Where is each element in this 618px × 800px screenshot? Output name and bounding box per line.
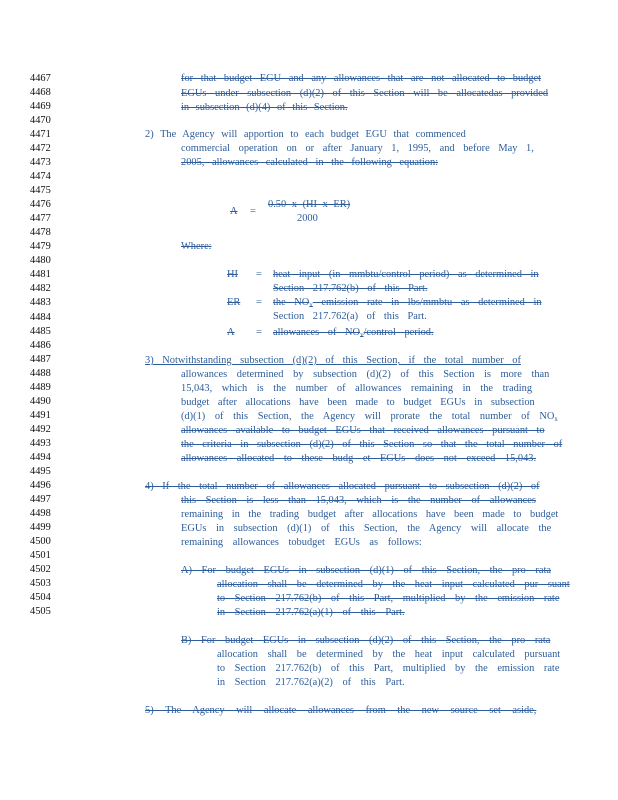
definition-er-text-2: Section 217.762(a) of this Part. [273,311,427,322]
text-line-4471: 2) The Agency will apportion to each budget EGU that commenced [145,129,466,140]
definition-er-equals: = [256,297,262,308]
definition-er-text-1a: the NO [273,297,310,308]
line-number: 4476 [30,199,51,211]
text-line-4493: remaining allowances tobudget EGUs as follows: [181,537,422,548]
definition-a-text-b: /control period. [363,327,434,338]
text-line-4495: A) For budget EGUs in subsection (d)(1) of this Section, the pro rata [181,565,551,576]
nox-subscript: x [554,415,558,423]
definition-hi-symbol: HI [227,269,238,280]
line-number: 4482 [30,283,51,295]
line-number: 4471 [30,129,51,141]
line-number: 4485 [30,325,51,337]
line-number: 4479 [30,241,51,253]
text-line-4502: to Section 217.762(b) of this Part, multiplied by the emission rate [217,663,560,674]
definition-er-text-1b: emission rate in lbs/mmbtu as determined in [312,297,542,308]
line-number: 4504 [30,592,51,604]
text-line-4484 [181,411,558,425]
line-number: 4474 [30,171,51,183]
text-line-4500: B) For budget EGUs in subsection (d)(2) of this Section, the pro rata [181,635,551,646]
line-number: 4502 [30,564,51,576]
definition-hi-text-1: heat input (in mmbtu/control period) as determined in [273,269,539,280]
line-number: 4488 [30,367,51,379]
text-line-4468: EGUs under subsection (d)(2) of this Section will be allocatedas provided [181,88,549,99]
definition-er-text-1 [273,297,542,311]
text-line-4489: 4) If the total number of allowances allocated pursuant to subsection (d)(2) of [145,481,540,492]
line-number: 4475 [30,185,51,197]
text-line-4490: this Section is less than 15,043, which is the number of allowances [181,495,536,506]
text-line-4472: commercial operation on or after January 1, 1995, and before May 1, [181,143,534,154]
line-number: 4493 [30,437,51,449]
line-number: 4490 [30,395,51,407]
line-number: 4497 [30,493,51,505]
text-line-4481: allowances determined by subsection (d)(2) of this Section is more than [181,369,550,380]
line-number: 4483 [30,297,51,309]
line-number: 4491 [30,409,51,421]
equation-denominator: 2000 [297,213,318,224]
text-line-4484-main: (d)(1) of this Section, the Agency will prorate the total number of NO [181,411,555,422]
text-line-4480: 3) Notwithstanding subsection (d)(2) of this Section, if the total number of [145,355,521,366]
line-number: 4480 [30,255,51,267]
definition-hi-text-2: Section 217.762(b) of this Part. [273,283,428,294]
text-line-4497: to Section 217.762(b) of this Part, multiplied by the emission rate [217,593,560,604]
line-number: 4492 [30,423,51,435]
line-number: 4501 [30,550,51,562]
text-line-4503: in Section 217.762(a)(2) of this Part. [217,677,405,688]
definition-hi-equals: = [256,269,262,280]
definition-a-symbol: A [227,327,235,338]
line-number: 4500 [30,535,51,547]
line-number: 4470 [30,115,51,127]
definition-a-text-a: allowances of NO [273,327,361,338]
text-line-4473: 2005, allowances calculated in the following equation: [181,157,439,168]
line-number: 4489 [30,381,51,393]
text-line-4485: allowances available to budget EGUs that received allowances pursuant to [181,425,545,436]
text-line-4491: remaining in the trading budget after allocations have been made to budget [181,509,559,520]
line-number: 4498 [30,507,51,519]
nox-subscript: x [360,331,364,339]
definition-a-text [273,327,434,341]
where-label: Where: [181,241,212,252]
text-line-4469: in subsection (d)(4) of this Section. [181,102,348,113]
equation-lhs: A [230,206,238,217]
equation-equals: = [250,206,256,217]
line-number: 4503 [30,578,51,590]
text-line-4498: in Section 217.762(a)(1) of this Part. [217,607,405,618]
text-line-4486: the criteria in subsection (d)(2) of this Section so that the total number of [181,439,563,450]
text-line-4482: 15,043, which is the number of allowances remaining in the trading [181,383,533,394]
line-number: 4468 [30,87,51,99]
text-line-4496: allocation shall be determined by the heat input calculated pur suant [217,579,570,590]
line-number: 4487 [30,353,51,365]
line-number: 4505 [30,606,51,618]
line-number: 4486 [30,339,51,351]
line-number: 4469 [30,101,51,113]
text-line-4505: 5) The Agency will allocate allowances from the new source set aside, [145,705,537,716]
line-number: 4499 [30,521,51,533]
equation-numerator: 0.50 x (HI x ER) [268,199,351,210]
line-number: 4477 [30,213,51,225]
nox-subscript: x [309,301,313,309]
line-number: 4478 [30,227,51,239]
text-line-4467: for that budget EGU and any allowances that are not allocated to budget [181,73,542,84]
line-number: 4496 [30,479,51,491]
line-number: 4467 [30,73,51,84]
line-number: 4484 [30,311,51,323]
line-number: 4495 [30,465,51,477]
line-number: 4494 [30,451,51,463]
line-number: 4472 [30,143,51,155]
line-number: 4481 [30,269,51,281]
definition-er-symbol: ER [227,297,241,308]
line-number: 4473 [30,157,51,169]
text-line-4483: budget after allocations have been made to budget EGUs in subsection [181,397,535,408]
text-line-4501: allocation shall be determined by the heat input calculated pursuant [217,649,561,660]
text-line-4487: allowances allocated to these budg et EGUs does not exceed 15,043. [181,453,537,464]
text-line-4492: EGUs in subsection (d)(1) of this Section, the Agency will allocate the [181,523,552,534]
definition-a-equals: = [256,327,262,338]
